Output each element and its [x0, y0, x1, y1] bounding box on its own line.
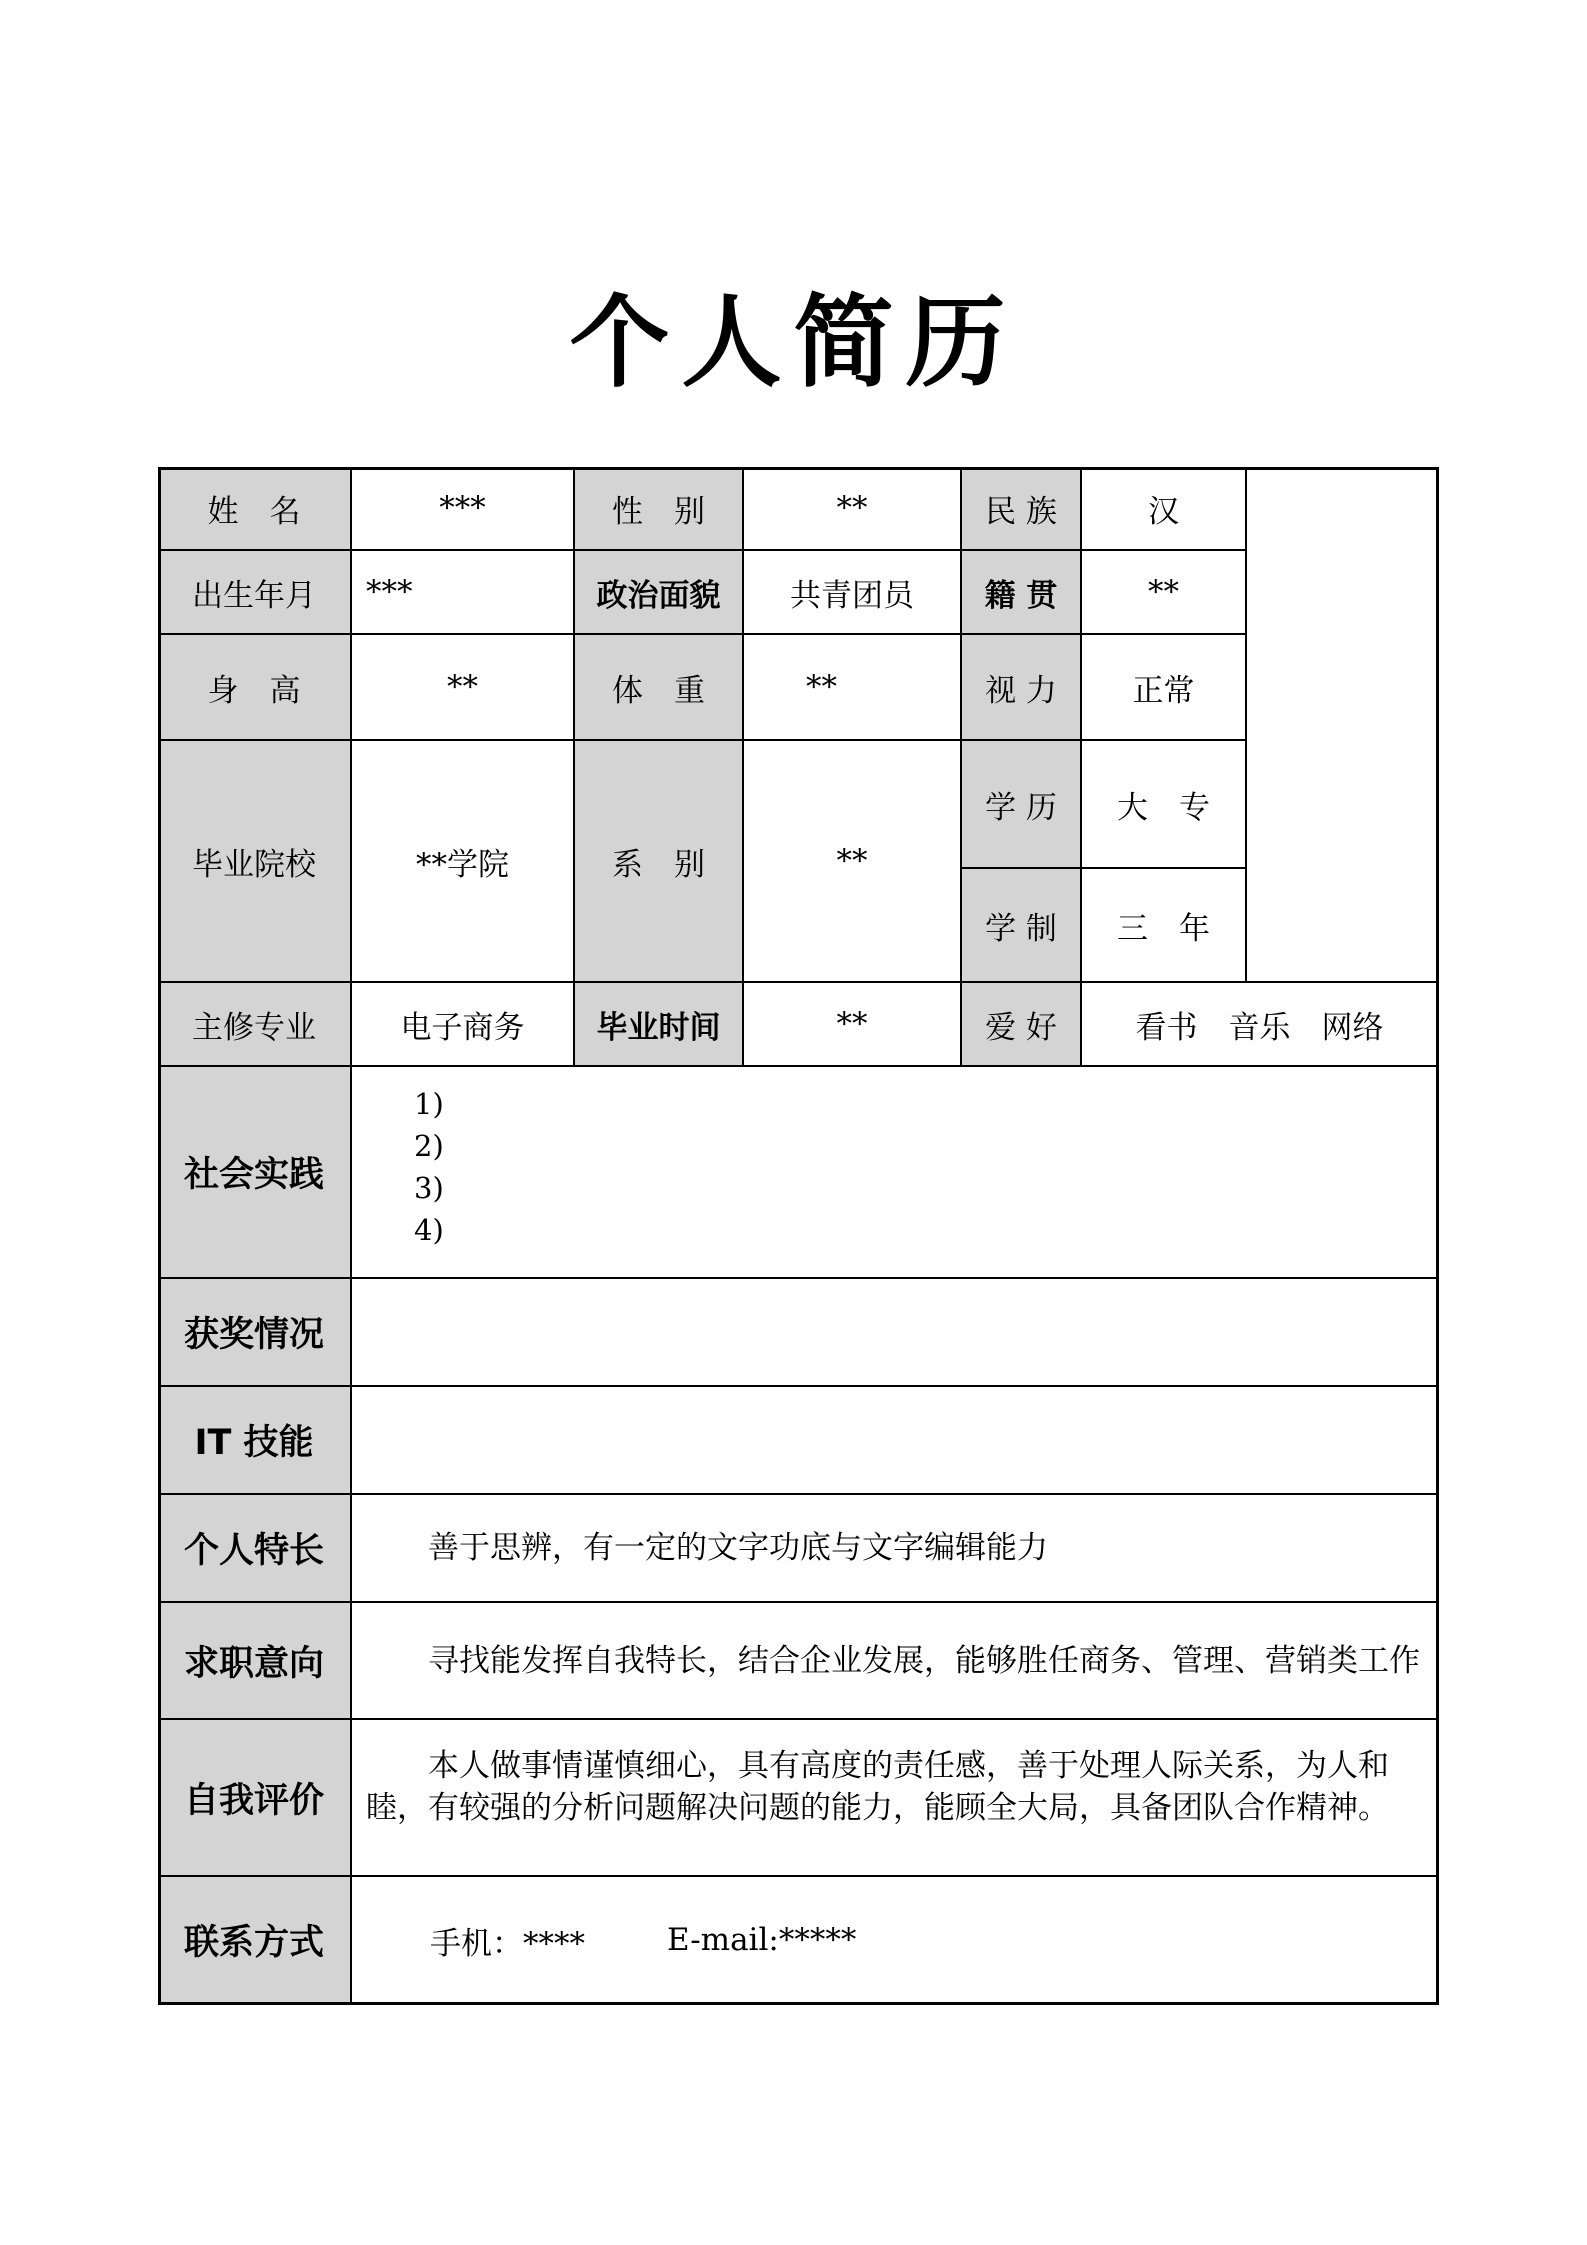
label-native-place: 籍 贯	[962, 551, 1082, 635]
value-grad-time: **	[744, 983, 962, 1067]
label-school: 毕业院校	[158, 741, 352, 983]
label-birth: 出生年月	[158, 551, 352, 635]
value-vision: 正常	[1082, 635, 1247, 741]
value-name: ***	[352, 467, 575, 551]
value-strengths	[352, 1495, 1439, 1603]
label-it-skills: IT 技能	[158, 1387, 352, 1495]
list-item: 1)	[414, 1087, 444, 1121]
label-department: 系 别	[575, 741, 744, 983]
label-social-practice: 社会实践	[158, 1067, 352, 1279]
value-self-evaluation	[352, 1720, 1439, 1877]
value-awards	[352, 1279, 1439, 1387]
label-gender: 性 别	[575, 467, 744, 551]
value-it-skills	[352, 1387, 1439, 1495]
value-job-intention	[352, 1603, 1439, 1720]
value-ethnicity: 汉	[1082, 467, 1247, 551]
label-vision: 视 力	[962, 635, 1082, 741]
label-political: 政治面貌	[575, 551, 744, 635]
label-contact: 联系方式	[158, 1877, 352, 2005]
value-department: **	[744, 741, 962, 983]
value-gender: **	[744, 467, 962, 551]
value-major: 电子商务	[352, 983, 575, 1067]
label-education: 学 历	[962, 741, 1082, 869]
value-duration: 三 年	[1082, 869, 1247, 983]
value-hobbies: 看书 音乐 网络	[1082, 983, 1439, 1067]
value-contact	[352, 1877, 1439, 2005]
label-name: 姓 名	[158, 467, 352, 551]
contact-phone: 手机：****	[430, 1925, 585, 1962]
value-weight: **	[744, 635, 962, 741]
label-major: 主修专业	[158, 983, 352, 1067]
label-awards: 获奖情况	[158, 1279, 352, 1387]
strengths-text: 善于思辨，有一定的文字功底与文字编辑能力	[428, 1530, 1048, 1566]
label-job-intention: 求职意向	[158, 1603, 352, 1720]
label-hobbies: 爱 好	[962, 983, 1082, 1067]
value-education: 大 专	[1082, 741, 1247, 869]
label-height: 身 高	[158, 635, 352, 741]
value-height: **	[352, 635, 575, 741]
label-ethnicity: 民 族	[962, 467, 1082, 551]
label-weight: 体 重	[575, 635, 744, 741]
value-school: **学院	[352, 741, 575, 983]
label-grad-time: 毕业时间	[575, 983, 744, 1067]
list-item: 2)	[414, 1129, 444, 1163]
self-evaluation-text: 本人做事情谨慎细心，具有高度的责任感，善于处理人际关系，为人和睦，有较强的分析问题解决问题的能力，能顾全大局，具备团队合作精神。	[366, 1747, 1389, 1826]
label-duration: 学 制	[962, 869, 1082, 983]
page-title: 个人简历	[569, 284, 1018, 401]
social-practice-list	[352, 1067, 1439, 1279]
photo-area	[1247, 467, 1439, 983]
list-item: 4)	[414, 1213, 444, 1247]
list-item: 3)	[414, 1171, 444, 1205]
contact-email: E-mail:*****	[667, 1922, 857, 1958]
value-birth: ***	[352, 551, 575, 635]
value-political: 共青团员	[744, 551, 962, 635]
job-intention-text: 寻找能发挥自我特长，结合企业发展，能够胜任商务、管理、营销类工作	[428, 1642, 1420, 1679]
label-self-evaluation: 自我评价	[158, 1720, 352, 1877]
value-native-place: **	[1082, 551, 1247, 635]
label-strengths: 个人特长	[158, 1495, 352, 1603]
